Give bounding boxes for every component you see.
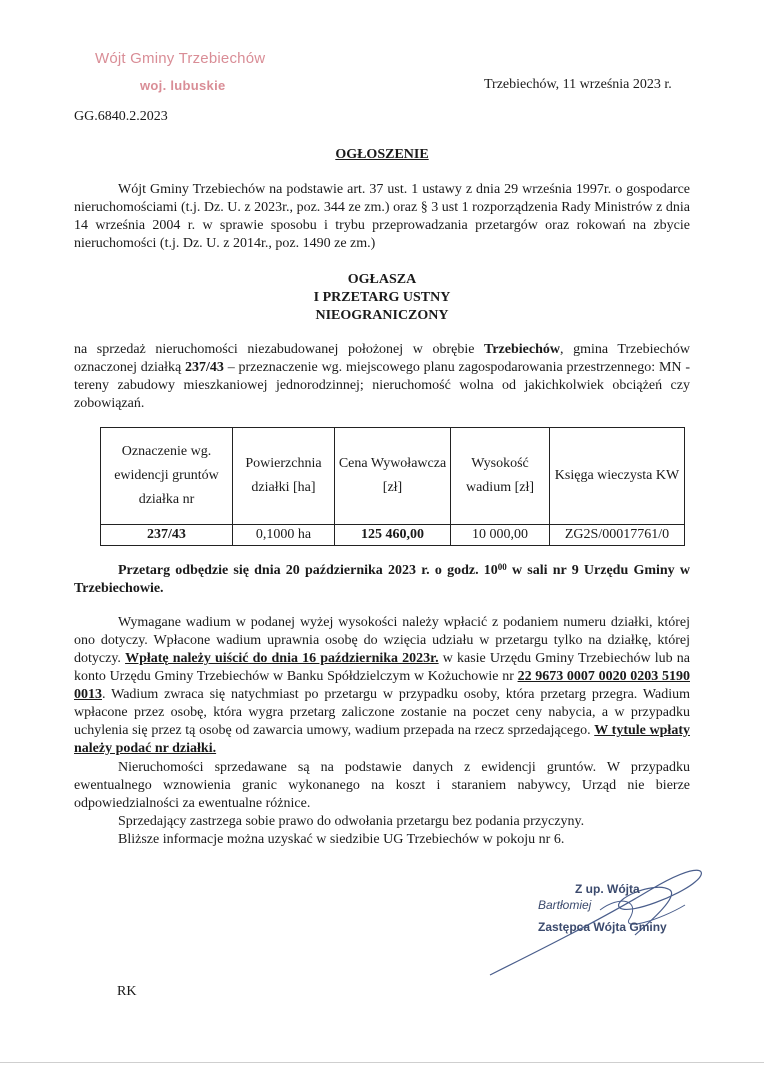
auction-date-paragraph: Przetarg odbędzie się dnia 20 października 2023 r. o godz. $10^{00}$ w sali nr 9 Urzędu Gminy w Trzebiechowie.	[74, 562, 690, 596]
signature-stamp	[480, 860, 720, 990]
sale-place: Trzebiechów	[484, 342, 560, 357]
deposit-paragraph: Wymagane wadium w podanej wyżej wysokości należy wpłacić z podaniem numeru działki, której ono dotyczy. Wpłacone wadium uprawnia osobę do wzięcia udziału w przetargu tylko na działkę, której dotyczy. Wpłatę należy uiścić do dnia 16 października 2023r. w kasie Urzędu Gminy Trzebiechów lub na konto Urzędu Gminy Trzebiechów w Banku Spółdzielczym w Kożuchowie nr 22 9673 0007 0020 0203 5190 0013. Wadium zwraca się natychmiast po przetargu w przypadku osoby, która przetarg przegra. Wadium wpłacone przez osobę, która wygra przetarg zaliczone zostanie na poczet ceny nabycia, a w przypadku uchylenia się przez tą osobę od zawarcia umowy, wadium przepada na rzecz sprzedającego. W tytule wpłaty należy podać nr działki.	[74, 615, 690, 756]
signature-line-1: Z up. Wójta	[575, 882, 640, 896]
signature-line-2: Bartłomiej	[538, 898, 592, 912]
place-date: Trzebiechów, 11 września 2023 r.	[484, 77, 672, 92]
table-header-cell: Oznaczenie wg. ewidencji gruntów działka nr	[101, 428, 233, 525]
sale-paragraph: na sprzedaż nieruchomości niezabudowanej położonej w obrębie Trzebiechów, gmina Trzebiechów oznaczonej działką 237/43 – przeznaczenie wg. miejscowego planu zagospodarowania przestrzennego: MN - tereny zabudowy mieszkaniowej jednorodzinnej; nieruchomość wolna od jakichkolwiek obciążeń czy zobowiązań.	[74, 342, 690, 411]
table-cell-area: 0,1000 ha	[233, 525, 335, 546]
table-header-cell: Powierzchnia działki [ha]	[233, 428, 335, 525]
table-row	[101, 525, 685, 546]
announce-line-2: I PRZETARG USTNY	[313, 290, 451, 305]
announce-line-1: OGŁASZA	[347, 272, 417, 287]
reserve-paragraph: Sprzedający zastrzega sobie prawo do odwołania przetargu bez podania przyczyny.	[118, 814, 585, 829]
stamp-region: woj. lubuskie	[140, 78, 226, 93]
info-paragraph: Bliższe informacje można uzyskać w siedzibie UG Trzebiechów w pokoju nr 6.	[118, 832, 565, 847]
table-cell-land-register: ZG2S/00017761/0	[550, 525, 685, 546]
records-paragraph: Nieruchomości sprzedawane są na podstawie danych z ewidencji gruntów. W przypadku ewentualnego wznowienia granic wykonanego na koszt i staraniem nabywcy, Urząd nie bierze odpowiedzialności za ewentualne różnice.	[74, 760, 690, 811]
announce-block	[0, 271, 764, 325]
document-title: OGŁOSZENIE	[335, 147, 429, 162]
bottom-divider	[0, 1062, 764, 1063]
table-header-cell: Księga wieczysta KW	[550, 428, 685, 525]
bank-account: 22 9673 0007 0020 0203 5190 0013	[74, 669, 690, 702]
plot-table	[100, 427, 685, 546]
reference-number: GG.6840.2.2023	[74, 109, 168, 124]
table-header-cell: Cena Wywoławcza [zł]	[335, 428, 451, 525]
announce-line-3: NIEOGRANICZONY	[315, 308, 449, 323]
initials: RK	[117, 984, 137, 999]
stamp-office-name: Wójt Gminy Trzebiechów	[95, 50, 266, 67]
payment-note: W tytule wpłaty należy podać nr działki.	[74, 723, 690, 756]
intro-paragraph: Wójt Gminy Trzebiechów na podstawie art. 37 ust. 1 ustawy z dnia 29 września 1997r. o gospodarce nieruchomościami (t.j. Dz. U. z 2023r., poz. 344 ze zm.) oraz § 3 ust 1 rozporządzenia Rady Ministrów z dnia 14 września 2004 r. w sprawie sposobu i trybu przeprowadzania przetargów oraz rokowań na zbycie nieruchomości (t.j. Dz. U. z 2014r., poz. 1490 ze zm.)	[74, 182, 690, 251]
signature-line-3: Zastępca Wójta Gminy	[538, 920, 667, 934]
table-cell-deposit: 10 000,00	[451, 525, 550, 546]
table-cell-price: 125 460,00	[335, 525, 451, 546]
deposit-deadline: Wpłatę należy uiścić do dnia 16 października 2023r.	[125, 651, 439, 666]
sale-plot: 237/43	[185, 360, 224, 375]
table-cell-plot: 237/43	[101, 525, 233, 546]
table-header-cell: Wysokość wadium [zł]	[451, 428, 550, 525]
